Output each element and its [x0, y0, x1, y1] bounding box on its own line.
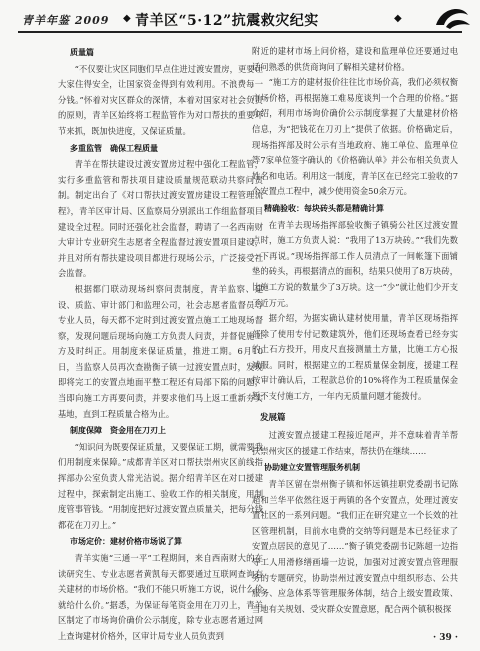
paragraph: 在青羊去现场指挥部验收衡子镇骑公社区过渡安置点时，施工方负责人说：“我用了13万块砖。”“我们先数一下再说。”现场指挥部工作人员清点了一间帐篷下面铺垫的砖头，再根据清点的面积，结果只使用了8万块砖，比施工方说的数量少了3万块。这一“少”就让他们少开支了近万元。	[252, 219, 458, 308]
page-number: · 39 ·	[432, 633, 458, 643]
paragraph: 青羊区留在崇州衡子镇和怀远镇挂职党委副书记陈超和兰华平依然往返于两镇的各个安置点，处理过渡安置社区的一系列问题。“我们正在研究建立一个长效的社区管理机制，目前水电费的交纳等问题是本已经征求了安置点居民的意见了……”衡子镇党委副书记陈超一边指导工人用滑修缮画墙一边说，加强对过渡安置点管理服务的专题研究，协助崇州过渡安置点中组织形态、公共服务、应急体系等管理服务体制，结合上级安置政策、当地有关规划、受灾群众安置意愿，配合两个镇积极探	[252, 479, 458, 614]
paragraph: 青羊实施“三通一平”工程期间，来自西南财大的在读研究生、专业志愿者黄凯每天都要通过互联网查询有关建材的市场价格。“我们不能只听施工方说，说什么价就给什么价。”据悉，为保证每笔资金用在刀刃上，青羊区制定了市场询价确价公示制度，除专业志愿者通过网上查询建材价格外，区审计局专业人员负责到	[58, 553, 263, 641]
paragraph: 据介绍，为据实确认建材使用量，青羊区现场指挥部除了使用专付记数建筑外，他们还现场查看已经夯实的土石方投开，用皮尺直接测量土方量，比施工方心报减服。同时，根据建立的工程质量保金制度，援建工程按审计确认后，工程款总价的10%将作为工程质量保金暂不支付施工方，一年内无质量问题才能拨付。	[252, 313, 458, 402]
logo-icon	[432, 3, 474, 31]
yearbook-label: 青羊年鉴 2009	[22, 14, 110, 27]
header-rule	[18, 31, 462, 33]
section-title: 市场定价：建材价格市场说了算	[70, 537, 182, 547]
section-title: 发展篇	[260, 412, 286, 423]
page-header	[0, 0, 480, 32]
section-title: 多重监管 确保工程质量	[70, 143, 158, 153]
section-title: 协助建立安置管理服务机制	[264, 463, 360, 473]
header-title: 青羊区“5·12”抗震救灾纪实	[135, 13, 319, 29]
section-title: 制度保障 资金用在刀刃上	[70, 426, 166, 436]
diamond-icon: ◆	[394, 13, 402, 24]
left-column	[58, 44, 263, 645]
section-title: 质量篇	[70, 48, 94, 57]
section-title: 精确验收：每块砖头都是精确计算	[264, 203, 384, 213]
paragraph: 青羊在帮扶建设过渡安置房过程中强化工程监管，实行多重监管和帮扶项目建设质量规范联动共察问责制。制定出台了《对口帮扶过渡安置房建设工程管理流程》，青羊区审计局、区监察局分别派出工作组监督项目建设全过程。同时还强化社会监督，聘请了一名西南财大审计专业研究生志愿者全程监督过渡安置项目建设，并且对所有帮扶建设项目都进行现场公示，广泛接受社会监督。	[58, 159, 263, 279]
paragraph: “施工方的建材报价往往比市场价高，我们必须权衡市场价格，再根据施工难易度谈判一个合理的价格。”据介绍，利用市场询价确价公示制度掌握了大量建材价格信息，为“把钱花在刀刃上”提供了依据。价格确定后，现场指挥部及时公示有当地政府、施工单位、监理单位等7家单位签字确认的《价格确认单》并公布相关负责人姓名和电话。利用这一制度，青羊区在已经完工验收的7个安置点工程中，减少使用资金50余万元。	[252, 77, 458, 197]
paragraph: 根据都门联动现场纠察问责制度，青羊监察、建设、质监、审计部门和监理公司，社会志愿者监督员等专业人员，每天都不定时到过渡安置点施工工地现场督察，发现问题后现场向施工方负责人问责，并督促施工方及时纠正。用制度来保证质量，推进工期。6月10日，当监察人员再次查勘衡子镇一过渡安置点时，发现即将完工的安置点地面平整工程还有局部下陷的问题，当即向施工方再要问责，并要求他们马上返工重新夯实基地，直到工程质量合格为止。	[58, 283, 263, 419]
diamond-icon: ◆	[123, 13, 131, 24]
paragraph: 过渡安置点援建工程接近尾声，并不意味着青羊帮扶崇州灾区的援建工作结束，帮扶仍在继续……	[252, 430, 458, 456]
paragraph: “不仅要让灾区同胞们早点住进过渡安置房，更要让大家住得安全，让国家资金得到有效利用。不浪费每一分钱。”怀着对灾区群众的深情，本着对国家对社会负责的原则，青羊区始终将工程监管作为对口帮扶的重要环节来抓，既加快进度，又保证质量。	[58, 63, 263, 136]
right-column	[252, 44, 458, 617]
paragraph: “知识问为既要保证质量，又要保证工期，就需要我们用制度来保障。”成都青羊区对口帮扶崇州灾区前线指挥部办公室负责人常光洁说。据介绍青羊区在对口援建过程中，探索制定出施工、验收工作的相关制度，用制度管事管钱。“用制度把好过渡安置点质量关，把每分钱都花在刀刃上。”	[58, 441, 263, 530]
paragraph: 附近的建材市场上问价格，建设和监理单位还要通过电话问熟悉的供货商询问了解相关建材价格。	[252, 46, 458, 72]
